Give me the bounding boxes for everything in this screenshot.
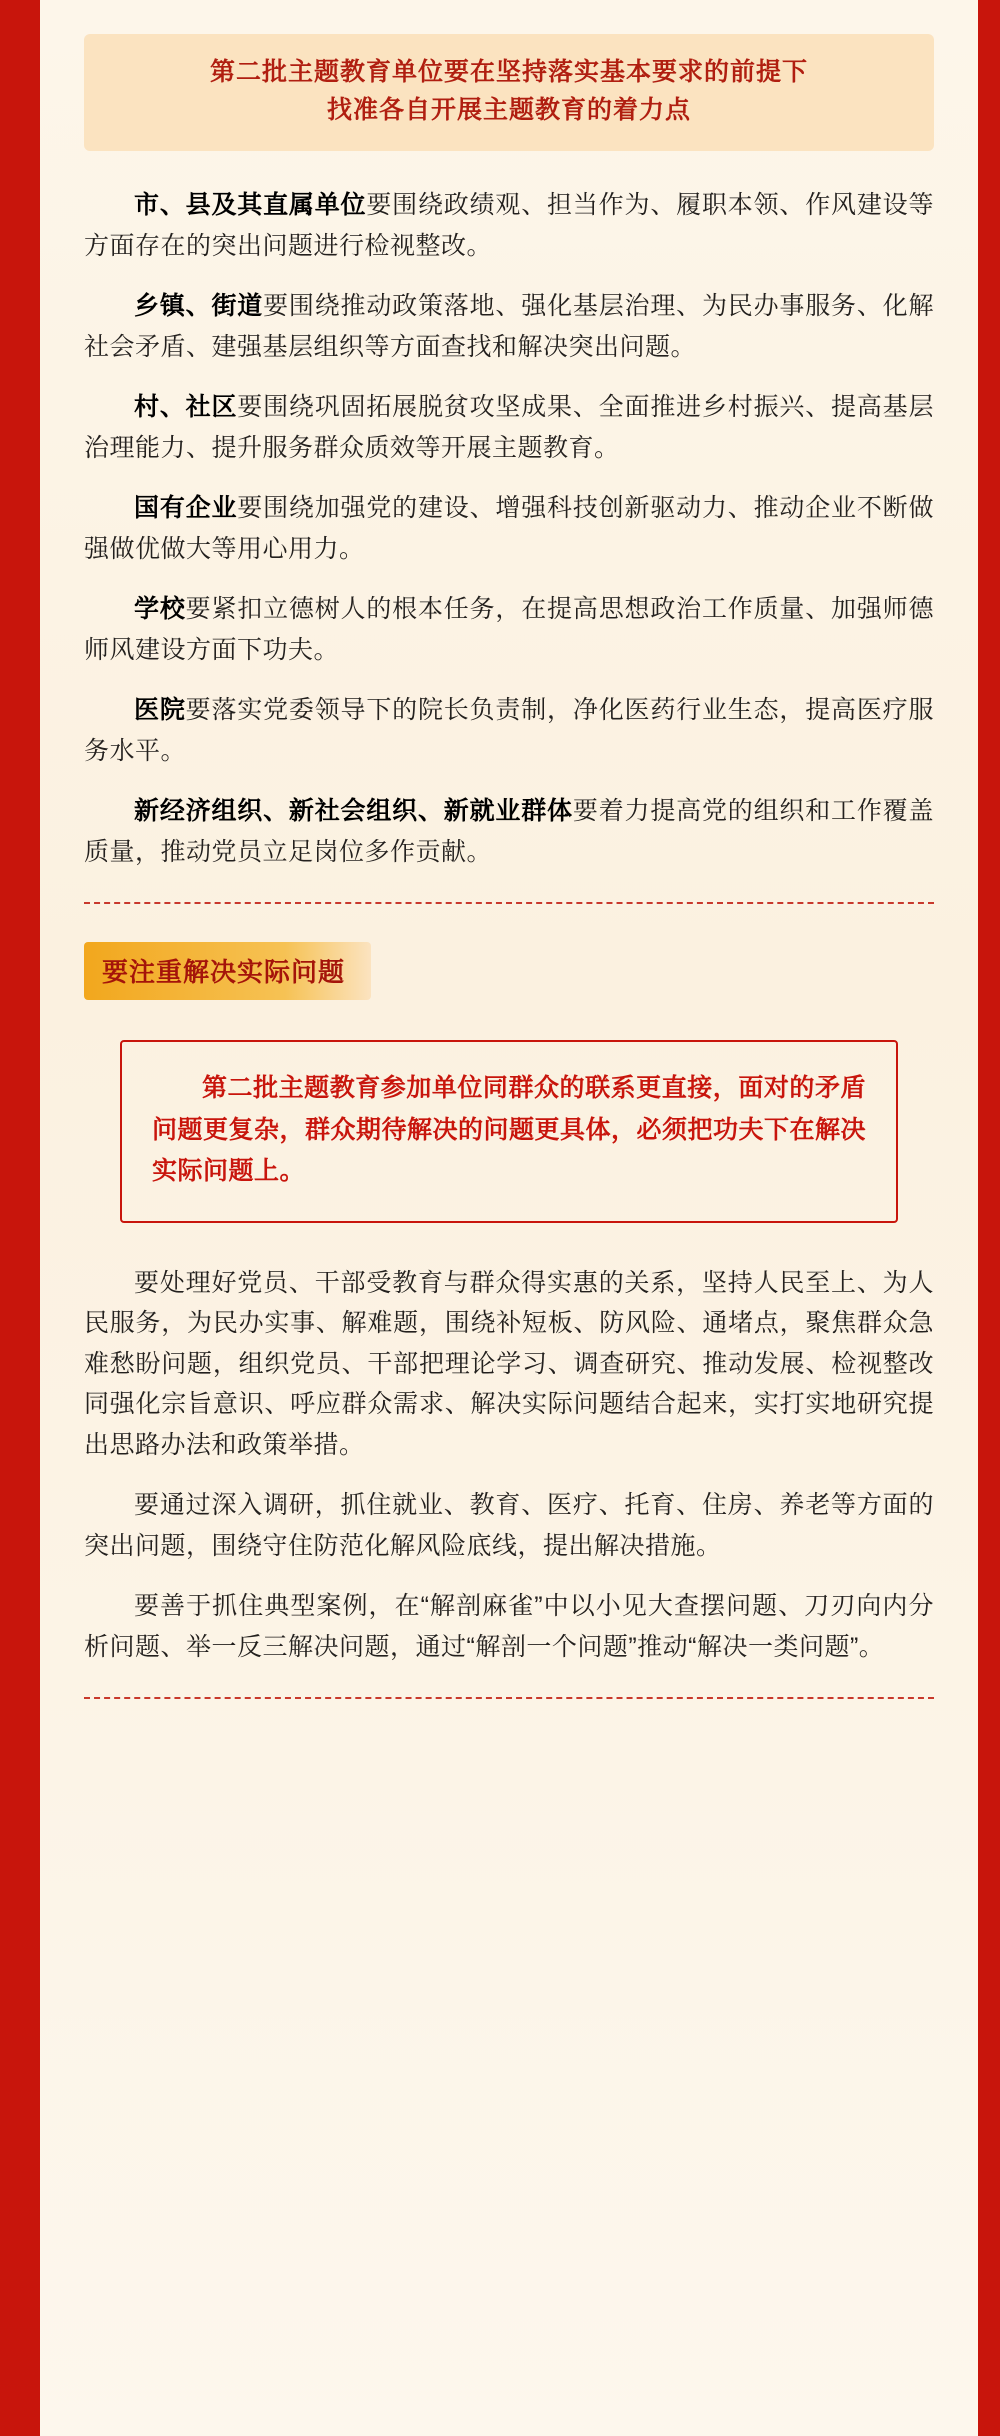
paragraph-5: [84, 690, 934, 771]
paragraph-5-lead: 医院: [134, 696, 186, 724]
headline-banner: [84, 34, 934, 151]
paragraph-6-text: 要着力提高党的组织和工作覆盖质量，推动党员立足岗位多作贡献。: [84, 797, 934, 866]
section-paragraph-2: 要善于抓住典型案例，在“解剖麻雀”中以小见大查摆问题、刀刃向内分析问题、举一反三解决问题，通过“解剖一个问题”推动“解决一类问题”。: [84, 1592, 934, 1661]
paragraph-1-lead: 乡镇、街道: [134, 292, 264, 320]
paragraph-3-text: 要围绕加强党的建设、增强科技创新驱动力、推动企业不断做强做优做大等用心用力。: [84, 494, 934, 563]
paragraph-2-lead: 村、社区: [134, 393, 238, 421]
quote-text: 第二批主题教育参加单位同群众的联系更直接，面对的矛盾问题更复杂，群众期待解决的问题更具体，必须把功夫下在解决实际问题上。: [152, 1075, 867, 1185]
paragraph-1: [84, 286, 934, 367]
paragraph-0: [84, 185, 934, 266]
bottom-spacer: [84, 1733, 934, 1743]
section-paragraph-1: 要通过深入调研，抓住就业、教育、医疗、托育、住房、养老等方面的突出问题，围绕守住防范化解风险底线，提出解决措施。: [84, 1491, 934, 1560]
headline-line-1: 第二批主题教育单位要在坚持落实基本要求的前提下: [209, 58, 808, 86]
paragraph-5-text: 要落实党委领导下的院长负责制，净化医药行业生态，提高医疗服务水平。: [84, 696, 934, 765]
paragraph-0-text: 要围绕政绩观、担当作为、履职本领、作风建设等方面存在的突出问题进行检视整改。: [84, 191, 934, 260]
paragraph-4-text: 要紧扣立德树人的根本任务，在提高思想政治工作质量、加强师德师风建设方面下功夫。: [84, 595, 934, 664]
paragraph-6-lead: 新经济组织、新社会组织、新就业群体: [134, 797, 573, 825]
paragraph-4-lead: 学校: [134, 595, 186, 623]
paragraph-3: [84, 488, 934, 569]
paragraph-6: [84, 791, 934, 872]
headline-title: [110, 54, 908, 129]
section-heading-tag: 要注重解决实际问题: [84, 942, 371, 1000]
paragraph-3-lead: 国有企业: [134, 494, 238, 522]
headline-line-2: 找准各自开展主题教育的着力点: [326, 95, 691, 124]
paragraph-1-text: 要围绕推动政策落地、强化基层治理、为民办事服务、化解社会矛盾、建强基层组织等方面查找和解决突出问题。: [84, 292, 934, 361]
paragraph-2: [84, 387, 934, 468]
section-paragraph-0: 要处理好党员、干部受教育与群众得实惠的关系，坚持人民至上、为人民服务，为民办实事、解难题，围绕补短板、防风险、通堵点，聚焦群众急难愁盼问题，组织党员、干部把理论学习、调查研究、推动发展、检视整改同强化宗旨意识、呼应群众需求、解决实际问题结合起来，实打实地研究提出思路办法和政策举措。: [84, 1268, 934, 1459]
dashed-divider-bottom: [84, 1697, 934, 1699]
quote-box: [120, 1040, 898, 1223]
paragraph-2-text: 要围绕巩固拓展脱贫攻坚成果、全面推进乡村振兴、提高基层治理能力、提升服务群众质效等开展主题教育。: [84, 393, 934, 462]
paragraph-0-lead: 市、县及其直属单位: [134, 191, 367, 219]
content-sheet: [40, 0, 978, 2436]
dashed-divider-top: [84, 902, 934, 904]
paragraph-4: [84, 589, 934, 670]
